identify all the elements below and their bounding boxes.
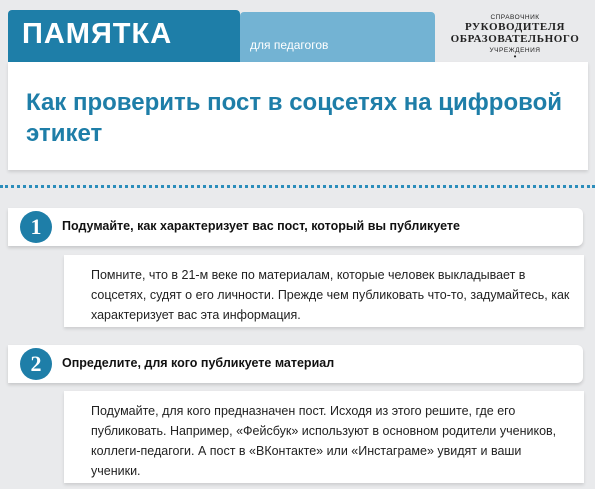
memo-tab (8, 10, 240, 62)
logo-line2: ОБРАЗОВАТЕЛЬНОГО (450, 33, 580, 45)
publisher-logo (440, 12, 590, 60)
dotted-divider (0, 185, 595, 188)
header (0, 0, 595, 62)
logo-small-top: СПРАВОЧНИК (490, 14, 540, 21)
step-1-number-badge: 1 (20, 211, 52, 243)
headline-card (8, 62, 588, 170)
step-2-text: Подумайте, для кого предназначен пост. Исходя из этого решите, где его публиковать. Например, «Фейсбук» используют в основном родители учеников, коллеги-педагоги. А пост в «ВКонтакте» или «Инстаграме» увидят и ваши ученики. (91, 404, 557, 478)
step-2-title: Определите, для кого публикуете материал (62, 356, 335, 370)
logo-line1: РУКОВОДИТЕЛЯ (464, 21, 566, 33)
step-2-header (8, 345, 583, 383)
audience-tab (240, 12, 435, 62)
step-2-text-card (64, 391, 584, 483)
step-1-text-card (64, 255, 584, 327)
step-1-text: Помните, что в 21-м веке по материалам, которые человек выкладывает в соцсетях, судят о его личности. Прежде чем публиковать что-то, задумайтесь, как характеризует вас эта информация. (91, 268, 570, 322)
step-1-header (8, 208, 583, 246)
memo-title: ПАМЯТКА (22, 18, 173, 50)
logo-dot-icon: • (513, 52, 517, 61)
audience-label: для педагогов (250, 38, 329, 52)
step-2-number-badge: 2 (20, 348, 52, 380)
step-1-title: Подумайте, как характеризует вас пост, который вы публикуете (62, 219, 460, 233)
logo-small-bottom: УЧРЕЖДЕНИЯ (489, 47, 541, 54)
headline: Как проверить пост в соцсетях на цифровой этикет (26, 89, 562, 147)
